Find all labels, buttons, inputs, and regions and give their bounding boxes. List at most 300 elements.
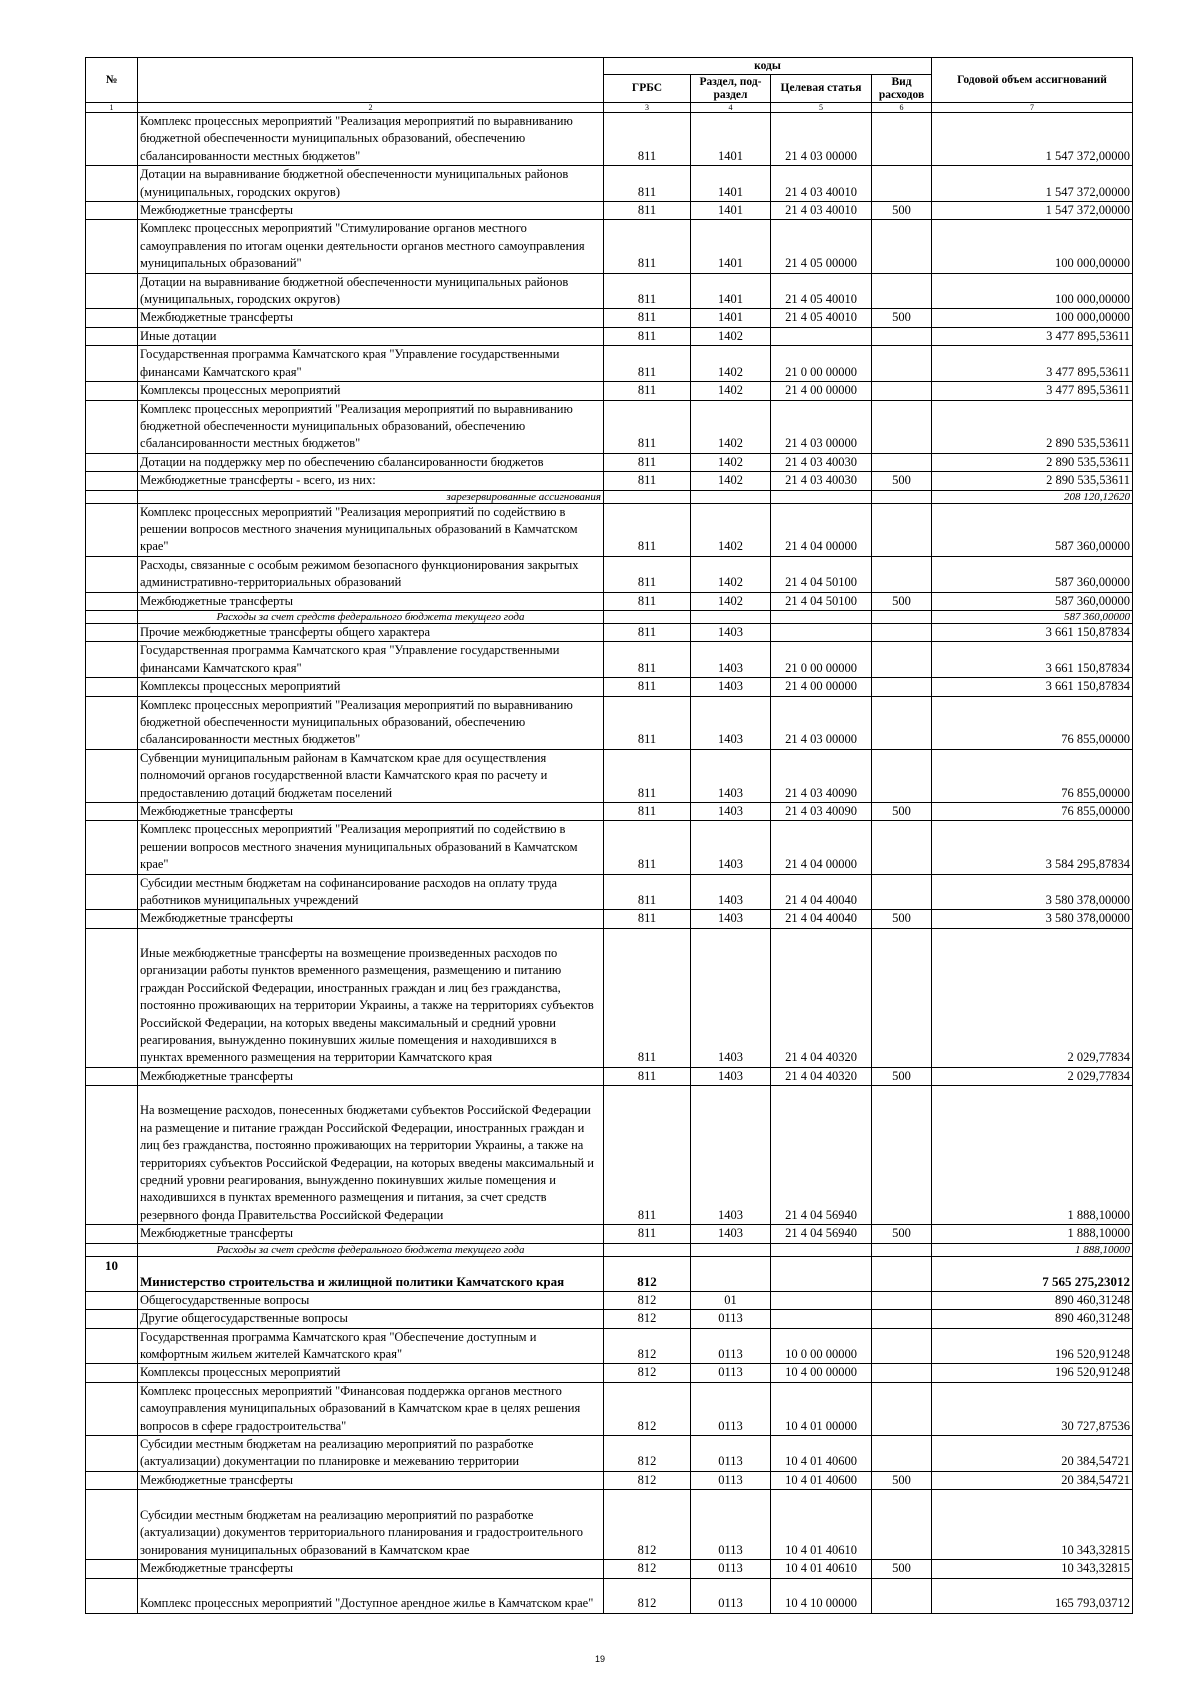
cell-expense-type [872, 610, 932, 623]
cell-annual-volume: 1 547 372,00000 [932, 202, 1133, 220]
cell-annual-volume: 196 520,91248 [932, 1364, 1133, 1382]
cell-expense-type [872, 1256, 932, 1291]
table-row [86, 623, 1133, 641]
cell-grbs: 811 [604, 642, 691, 678]
cell-annual-volume: 890 460,31248 [932, 1291, 1133, 1309]
cell-razdel: 1402 [691, 327, 771, 345]
table-row [86, 472, 1133, 490]
cell-name: Государственная программа Камчатского края "Управление государственными финансами Камчатского края" [138, 642, 604, 678]
cell-annual-volume: 100 000,00000 [932, 309, 1133, 327]
cell-expense-type: 500 [872, 910, 932, 928]
cell-no [86, 327, 138, 345]
cell-target-article: 10 4 01 40610 [771, 1560, 872, 1578]
cell-annual-volume: 165 793,03712 [932, 1578, 1133, 1613]
cell-no [86, 696, 138, 749]
cell-name: Межбюджетные трансферты [138, 1560, 604, 1578]
cell-grbs: 811 [604, 113, 691, 166]
cell-target-article: 21 4 03 00000 [771, 113, 872, 166]
cell-grbs: 811 [604, 803, 691, 821]
cell-annual-volume: 20 384,54721 [932, 1471, 1133, 1489]
cell-grbs: 812 [604, 1328, 691, 1364]
header-name [138, 58, 604, 103]
cell-razdel: 1403 [691, 910, 771, 928]
table-row [86, 1086, 1133, 1225]
cell-target-article [771, 1310, 872, 1328]
cell-grbs [604, 490, 691, 503]
cell-expense-type [872, 696, 932, 749]
cell-expense-type [872, 346, 932, 382]
cell-razdel: 0113 [691, 1382, 771, 1435]
cell-grbs: 811 [604, 327, 691, 345]
cell-expense-type: 500 [872, 1560, 932, 1578]
cell-annual-volume: 3 477 895,53611 [932, 346, 1133, 382]
cell-target-article: 10 4 01 40600 [771, 1471, 872, 1489]
cell-name: На возмещение расходов, понесенных бюджетами субъектов Российской Федерации на размещение и питание граждан Российской Федерации, иностранных граждан и лиц без гражданства, постоянно проживающих на территории Украины, а также на территориях субъектов Российской Федерации, на которых введены максимальный и средний уровни реагирования, вынужденно покинувших жилые помещения и находившихся в пунктах временного размещения и питания, за счет средств резервного фонда Правительства Российской Федерации [138, 1086, 604, 1225]
cell-razdel: 1403 [691, 803, 771, 821]
cell-grbs: 811 [604, 749, 691, 802]
header-vid: Вид расходов [872, 75, 932, 103]
cell-expense-type [872, 166, 932, 202]
cell-expense-type: 500 [872, 1067, 932, 1085]
cell-target-article: 21 4 05 00000 [771, 220, 872, 273]
cell-annual-volume: 2 890 535,53611 [932, 453, 1133, 471]
cell-target-article: 21 4 03 40090 [771, 749, 872, 802]
table-row [86, 273, 1133, 309]
cell-name: Министерство строительства и жилищной политики Камчатского края [138, 1256, 604, 1291]
cell-target-article [771, 1291, 872, 1309]
cell-expense-type [872, 642, 932, 678]
cell-annual-volume: 890 460,31248 [932, 1310, 1133, 1328]
cell-expense-type [872, 556, 932, 592]
table-row [86, 400, 1133, 453]
cell-grbs: 812 [604, 1471, 691, 1489]
cell-name: Субсидии местным бюджетам на софинансирование расходов на оплату труда работников муниципальных учреждений [138, 874, 604, 910]
cell-razdel: 1401 [691, 220, 771, 273]
cell-no [86, 166, 138, 202]
cell-target-article: 10 4 01 40610 [771, 1490, 872, 1560]
cell-razdel: 1403 [691, 749, 771, 802]
cell-name: Субвенции муниципальным районам в Камчатском крае для осуществления полномочий органов государственной власти Камчатского края по расчету и предоставлению дотаций бюджетам поселений [138, 749, 604, 802]
cell-annual-volume: 1 547 372,00000 [932, 113, 1133, 166]
cell-name: Прочие межбюджетные трансферты общего характера [138, 623, 604, 641]
cell-name: Межбюджетные трансферты [138, 592, 604, 610]
cell-target-article: 10 4 00 00000 [771, 1364, 872, 1382]
cell-name: Комплексы процессных мероприятий [138, 1364, 604, 1382]
note-row [86, 1243, 1133, 1256]
table-row [86, 166, 1133, 202]
cell-no [86, 1086, 138, 1225]
cell-grbs: 811 [604, 503, 691, 556]
cell-name: Межбюджетные трансферты [138, 803, 604, 821]
cell-no [86, 453, 138, 471]
cell-no [86, 346, 138, 382]
cell-grbs: 811 [604, 166, 691, 202]
cell-annual-volume: 196 520,91248 [932, 1328, 1133, 1364]
table-row [86, 327, 1133, 345]
cell-name: Другие общегосударственные вопросы [138, 1310, 604, 1328]
cell-grbs: 811 [604, 382, 691, 400]
cell-expense-type [872, 821, 932, 874]
budget-table-sheet [85, 57, 1132, 1614]
cell-no [86, 503, 138, 556]
cell-name: Комплекс процессных мероприятий "Финансовая поддержка органов местного самоуправления муниципальных образований в Камчатском крае в целях решения вопросов в сфере градостроительства" [138, 1382, 604, 1435]
cell-no [86, 803, 138, 821]
cell-no [86, 1560, 138, 1578]
cell-grbs: 811 [604, 874, 691, 910]
cell-target-article: 21 4 03 00000 [771, 696, 872, 749]
cell-no [86, 821, 138, 874]
cell-no [86, 874, 138, 910]
cell-expense-type [872, 113, 932, 166]
cell-target-article: 21 4 05 40010 [771, 309, 872, 327]
cell-razdel [691, 1256, 771, 1291]
note-row [86, 610, 1133, 623]
cell-grbs: 812 [604, 1560, 691, 1578]
cell-annual-volume: 587 360,00000 [932, 503, 1133, 556]
cell-razdel: 0113 [691, 1435, 771, 1471]
cell-expense-type [872, 749, 932, 802]
cell-grbs: 812 [604, 1256, 691, 1291]
cell-no [86, 1225, 138, 1243]
cell-grbs: 811 [604, 696, 691, 749]
cell-name: Иные межбюджетные трансферты на возмещение произведенных расходов по организации работы пунктов временного размещения, размещению и питанию граждан Российской Федерации, иностранных граждан и лиц без гражданства, постоянно проживающих на территории Украины, а также на территориях субъектов Российской Федерации, на которых введены максимальный и средний уровни реагирования, вынужденно покинувших жилые помещения и находившихся в пунктах временного размещения на территории Камчатского края [138, 928, 604, 1067]
header-index: 3 [604, 103, 691, 113]
cell-no [86, 220, 138, 273]
cell-target-article: 21 4 04 40040 [771, 874, 872, 910]
table-body [86, 113, 1133, 1614]
cell-razdel: 1402 [691, 382, 771, 400]
cell-razdel [691, 610, 771, 623]
cell-name: Комплекс процессных мероприятий "Реализация мероприятий по содействию в решении вопросов местного значения муниципальных образований в Камчатском крае" [138, 821, 604, 874]
table-row [86, 1578, 1133, 1613]
cell-razdel: 0113 [691, 1310, 771, 1328]
cell-name: Межбюджетные трансферты [138, 1225, 604, 1243]
cell-expense-type [872, 1382, 932, 1435]
cell-name: Дотации на выравнивание бюджетной обеспеченности муниципальных районов (муниципальных, городских округов) [138, 166, 604, 202]
header-index: 6 [872, 103, 932, 113]
table-row [86, 803, 1133, 821]
cell-expense-type [872, 1291, 932, 1309]
table-row [86, 1225, 1133, 1243]
cell-target-article: 21 0 00 00000 [771, 642, 872, 678]
table-row [86, 556, 1133, 592]
cell-annual-volume: 587 360,00000 [932, 610, 1133, 623]
cell-no [86, 1578, 138, 1613]
cell-no [86, 928, 138, 1067]
cell-razdel: 1403 [691, 1086, 771, 1225]
cell-razdel: 1403 [691, 1225, 771, 1243]
cell-expense-type [872, 1490, 932, 1560]
cell-target-article: 21 4 00 00000 [771, 678, 872, 696]
table-row [86, 220, 1133, 273]
cell-no [86, 273, 138, 309]
cell-grbs: 811 [604, 910, 691, 928]
cell-expense-type: 500 [872, 1225, 932, 1243]
cell-expense-type [872, 503, 932, 556]
cell-razdel: 1402 [691, 472, 771, 490]
table-row [86, 1256, 1133, 1291]
cell-expense-type [872, 327, 932, 345]
cell-name: Комплекс процессных мероприятий "Реализация мероприятий по содействию в решении вопросов местного значения муниципальных образований в Камчатском крае" [138, 503, 604, 556]
cell-annual-volume: 76 855,00000 [932, 696, 1133, 749]
cell-name: Комплексы процессных мероприятий [138, 382, 604, 400]
header-index: 4 [691, 103, 771, 113]
cell-grbs: 811 [604, 472, 691, 490]
cell-target-article [771, 1256, 872, 1291]
cell-name: зарезервированные ассигнования [138, 490, 604, 503]
table-row [86, 592, 1133, 610]
cell-expense-type [872, 1435, 932, 1471]
table-row [86, 678, 1133, 696]
cell-grbs: 812 [604, 1435, 691, 1471]
cell-grbs: 811 [604, 1086, 691, 1225]
cell-razdel: 1402 [691, 503, 771, 556]
cell-razdel: 1403 [691, 678, 771, 696]
cell-name: Межбюджетные трансферты [138, 910, 604, 928]
cell-target-article: 21 0 00 00000 [771, 346, 872, 382]
cell-target-article: 21 4 03 40030 [771, 472, 872, 490]
cell-target-article: 21 4 04 00000 [771, 503, 872, 556]
cell-name: Комплекс процессных мероприятий "Реализация мероприятий по выравниванию бюджетной обеспеченности муниципальных образований, обеспечению сбалансированности местных бюджетов" [138, 400, 604, 453]
cell-name: Межбюджетные трансферты [138, 1471, 604, 1489]
cell-razdel: 1401 [691, 273, 771, 309]
cell-expense-type [872, 382, 932, 400]
cell-annual-volume: 208 120,12620 [932, 490, 1133, 503]
cell-annual-volume: 3 661 150,87834 [932, 678, 1133, 696]
table-row [86, 1471, 1133, 1489]
cell-annual-volume: 3 580 378,00000 [932, 910, 1133, 928]
table-row [86, 910, 1133, 928]
table-row [86, 1067, 1133, 1085]
cell-name: Расходы за счет средств федерального бюджета текущего года [138, 1243, 604, 1256]
cell-annual-volume: 3 661 150,87834 [932, 623, 1133, 641]
cell-razdel: 01 [691, 1291, 771, 1309]
cell-expense-type [872, 1310, 932, 1328]
cell-expense-type [872, 1328, 932, 1364]
cell-no [86, 623, 138, 641]
cell-annual-volume: 3 584 295,87834 [932, 821, 1133, 874]
cell-expense-type [872, 928, 932, 1067]
cell-annual-volume: 20 384,54721 [932, 1435, 1133, 1471]
table-row [86, 928, 1133, 1067]
cell-expense-type [872, 453, 932, 471]
cell-grbs: 811 [604, 453, 691, 471]
cell-annual-volume: 3 661 150,87834 [932, 642, 1133, 678]
cell-name: Межбюджетные трансферты [138, 202, 604, 220]
cell-razdel: 0113 [691, 1364, 771, 1382]
table-row [86, 1291, 1133, 1309]
cell-annual-volume: 587 360,00000 [932, 556, 1133, 592]
cell-annual-volume: 2 890 535,53611 [932, 400, 1133, 453]
cell-expense-type [872, 1578, 932, 1613]
cell-grbs: 812 [604, 1490, 691, 1560]
cell-no [86, 472, 138, 490]
cell-razdel: 0113 [691, 1560, 771, 1578]
cell-target-article [771, 327, 872, 345]
cell-grbs: 812 [604, 1578, 691, 1613]
cell-grbs [604, 1243, 691, 1256]
table-row [86, 1328, 1133, 1364]
cell-name: Субсидии местным бюджетам на реализацию мероприятий по разработке (актуализации) документации по планировке и межеванию территории [138, 1435, 604, 1471]
cell-no [86, 749, 138, 802]
note-row [86, 490, 1133, 503]
cell-annual-volume: 76 855,00000 [932, 803, 1133, 821]
table-row [86, 202, 1133, 220]
cell-name: Комплекс процессных мероприятий "Реализация мероприятий по выравниванию бюджетной обеспеченности муниципальных образований, обеспечению сбалансированности местных бюджетов" [138, 113, 604, 166]
cell-name: Дотации на поддержку мер по обеспечению сбалансированности бюджетов [138, 453, 604, 471]
cell-expense-type [872, 1243, 932, 1256]
cell-annual-volume: 7 565 275,23012 [932, 1256, 1133, 1291]
cell-expense-type [872, 220, 932, 273]
cell-expense-type [872, 874, 932, 910]
cell-no [86, 1067, 138, 1085]
cell-name: Межбюджетные трансферты - всего, из них: [138, 472, 604, 490]
cell-name: Расходы за счет средств федерального бюджета текущего года [138, 610, 604, 623]
cell-expense-type [872, 273, 932, 309]
cell-razdel: 1401 [691, 113, 771, 166]
cell-razdel: 1401 [691, 202, 771, 220]
cell-razdel: 1403 [691, 928, 771, 1067]
cell-razdel: 1403 [691, 1067, 771, 1085]
cell-expense-type [872, 1086, 932, 1225]
cell-target-article: 21 4 04 50100 [771, 556, 872, 592]
cell-grbs: 811 [604, 400, 691, 453]
cell-name: Комплекс процессных мероприятий "Стимулирование органов местного самоуправления по итогам оценки деятельности органов местного самоуправления муниципальных образований" [138, 220, 604, 273]
cell-annual-volume: 3 580 378,00000 [932, 874, 1133, 910]
cell-target-article: 21 4 04 00000 [771, 821, 872, 874]
cell-no [86, 1328, 138, 1364]
cell-grbs: 811 [604, 556, 691, 592]
table-row [86, 1435, 1133, 1471]
table-row [86, 503, 1133, 556]
cell-target-article [771, 623, 872, 641]
cell-annual-volume: 76 855,00000 [932, 749, 1133, 802]
table-row [86, 346, 1133, 382]
cell-grbs: 811 [604, 202, 691, 220]
cell-expense-type: 500 [872, 472, 932, 490]
header-volume: Годовой объем ассигнований [932, 58, 1133, 103]
table-row [86, 1490, 1133, 1560]
cell-grbs: 811 [604, 928, 691, 1067]
cell-name: Государственная программа Камчатского края "Управление государственными финансами Камчатского края" [138, 346, 604, 382]
cell-annual-volume: 3 477 895,53611 [932, 327, 1133, 345]
cell-name: Государственная программа Камчатского края "Обеспечение доступным и комфортным жильем жителей Камчатского края" [138, 1328, 604, 1364]
cell-name: Межбюджетные трансферты [138, 309, 604, 327]
cell-no [86, 1291, 138, 1309]
cell-annual-volume: 1 547 372,00000 [932, 166, 1133, 202]
cell-annual-volume: 10 343,32815 [932, 1490, 1133, 1560]
table-row [86, 749, 1133, 802]
cell-razdel: 1403 [691, 623, 771, 641]
table-row [86, 696, 1133, 749]
cell-no [86, 400, 138, 453]
table-row [86, 642, 1133, 678]
cell-target-article: 21 4 03 00000 [771, 400, 872, 453]
cell-name: Комплексы процессных мероприятий [138, 678, 604, 696]
table-row [86, 1364, 1133, 1382]
cell-razdel: 1403 [691, 696, 771, 749]
cell-target-article: 21 4 03 40010 [771, 166, 872, 202]
cell-grbs: 811 [604, 309, 691, 327]
budget-table [85, 57, 1133, 1614]
cell-target-article: 21 4 04 56940 [771, 1086, 872, 1225]
header-cs: Целевая статья [771, 75, 872, 103]
page-number: 19 [594, 1654, 605, 1664]
cell-razdel [691, 490, 771, 503]
cell-name: Комплекс процессных мероприятий "Доступное арендное жилье в Камчатском крае" [138, 1578, 604, 1613]
cell-target-article: 21 4 03 40030 [771, 453, 872, 471]
cell-expense-type [872, 623, 932, 641]
header-no: № [86, 58, 138, 103]
header-index: 2 [138, 103, 604, 113]
cell-target-article: 10 0 00 00000 [771, 1328, 872, 1364]
cell-target-article [771, 610, 872, 623]
cell-no [86, 1490, 138, 1560]
cell-razdel: 0113 [691, 1471, 771, 1489]
cell-no [86, 1243, 138, 1256]
cell-target-article: 21 4 00 00000 [771, 382, 872, 400]
cell-target-article: 10 4 10 00000 [771, 1578, 872, 1613]
cell-razdel: 0113 [691, 1578, 771, 1613]
cell-no [86, 592, 138, 610]
cell-razdel: 1403 [691, 874, 771, 910]
cell-annual-volume: 3 477 895,53611 [932, 382, 1133, 400]
cell-razdel: 1402 [691, 346, 771, 382]
cell-no [86, 610, 138, 623]
cell-annual-volume: 1 888,10000 [932, 1086, 1133, 1225]
header-index: 7 [932, 103, 1133, 113]
header-index: 1 [86, 103, 138, 113]
table-row [86, 453, 1133, 471]
cell-no [86, 1310, 138, 1328]
cell-target-article: 21 4 04 40320 [771, 928, 872, 1067]
cell-target-article [771, 1243, 872, 1256]
cell-grbs: 811 [604, 1225, 691, 1243]
table-header [86, 58, 1133, 113]
cell-no [86, 1471, 138, 1489]
header-razdel: Раздел, под-раздел [691, 75, 771, 103]
header-codes: коды [604, 58, 932, 75]
cell-grbs: 811 [604, 821, 691, 874]
cell-expense-type: 500 [872, 1471, 932, 1489]
cell-no [86, 1364, 138, 1382]
cell-annual-volume: 10 343,32815 [932, 1560, 1133, 1578]
cell-razdel: 1401 [691, 309, 771, 327]
cell-name: Субсидии местным бюджетам на реализацию мероприятий по разработке (актуализации) документов территориального планирования и градостроительного зонирования муниципальных образований в Камчатском крае [138, 1490, 604, 1560]
cell-razdel: 1403 [691, 642, 771, 678]
cell-target-article: 21 4 03 40090 [771, 803, 872, 821]
cell-no [86, 202, 138, 220]
table-row [86, 874, 1133, 910]
cell-name: Дотации на выравнивание бюджетной обеспеченности муниципальных районов (муниципальных, городских округов) [138, 273, 604, 309]
cell-annual-volume: 1 888,10000 [932, 1225, 1133, 1243]
cell-target-article: 21 4 05 40010 [771, 273, 872, 309]
cell-no [86, 910, 138, 928]
table-row [86, 1560, 1133, 1578]
cell-annual-volume: 2 029,77834 [932, 1067, 1133, 1085]
table-row [86, 382, 1133, 400]
cell-grbs: 812 [604, 1291, 691, 1309]
cell-grbs: 811 [604, 220, 691, 273]
cell-no [86, 1382, 138, 1435]
cell-no [86, 1435, 138, 1471]
cell-annual-volume: 2 890 535,53611 [932, 472, 1133, 490]
cell-name: Комплекс процессных мероприятий "Реализация мероприятий по выравниванию бюджетной обеспеченности муниципальных образований, обеспечению сбалансированности местных бюджетов" [138, 696, 604, 749]
cell-target-article: 10 4 01 40600 [771, 1435, 872, 1471]
cell-grbs: 811 [604, 592, 691, 610]
cell-no [86, 309, 138, 327]
table-row [86, 309, 1133, 327]
